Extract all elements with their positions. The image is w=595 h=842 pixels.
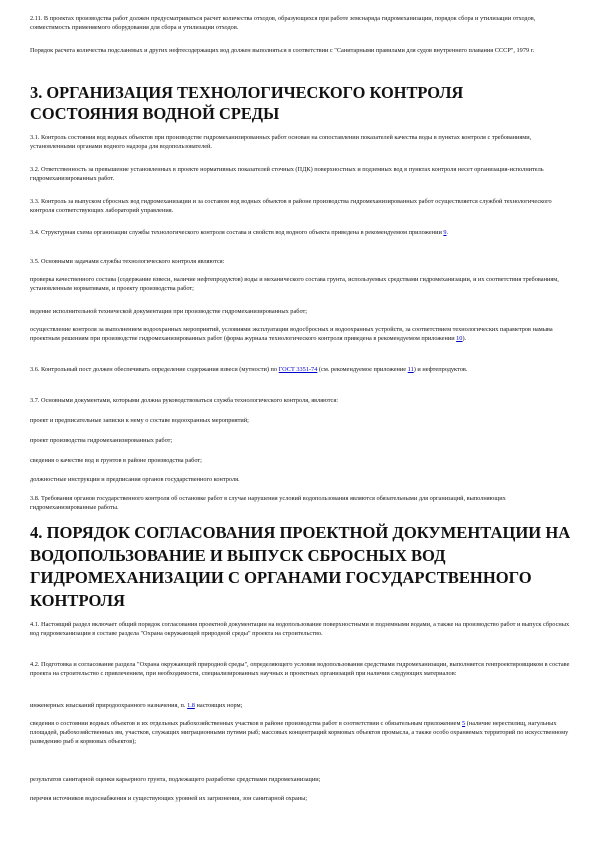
paragraph-4-2-c: результатов санитарной оценки карьерного грунта, подлежащего разработке средствами гидромеханизации; [30,776,321,783]
paragraph-4-1: 4.1. Настоящий раздел включает общий порядок согласования проектной документации на водопользование поверхностными и подземными водами, а также на производство работ и выпуск сбросных вод гидромеханизации в составе раздела "Охрана окружающей природной среды" проекта на строительство. [30,621,570,637]
appendix-9-link[interactable]: 9 [443,229,447,236]
appendix-11-link[interactable]: 11 [407,366,414,373]
paragraph-3-5-a: проверка качественного состава (содержание взвеси, наличие нефтепродуктов) воды и механического состава грунта, используемых средствами гидромеханизации, и их соответствия требованиям, установленным нормативами, и проекту производства работ; [30,276,559,292]
paragraph-4-2-b: сведения о состоянии водных объектов и их отдельных рыбохозяйственных участков в районе производства работ в соответствии с обязательным приложением 5 (наличие нерестилищ, нагульных площадей, рыбохозяйственных ям, участков, служащих миграционными путями рыб; массовых концентраций кормовых объектов промысла, а также особо охраняемых территорий по искусственному разведению рыб и кормовых объектов); [30,720,569,745]
paragraph-3-7-a: проект и предписательные записки к нему о составе водоохранных мероприятий; [30,417,249,424]
paragraph-3-1: 3.1. Контроль состояния вод водных объектов при производстве гидромеханизированных работ основан на сопоставлении показателей качества воды в пунктах контроля с требованиями, установленными органами водного надзора для водопользователей. [30,134,532,150]
paragraph-4-2: 4.2. Подготовка и согласование раздела "Охрана окружающей природной среды", определяющего условия водопользования средствами гидромеханизации, выполняется генпроектировщиком в составе проекта на строительство с привлечением, при необходимости, специализированных научных и проектных организаций при наличии следующих материалов: [30,661,570,677]
appendix-5-link[interactable]: 5 [462,720,466,727]
clause-1-8-link[interactable]: 1.8 [187,702,195,709]
paragraph-4-2-a: инженерных изысканий природоохранного назначения, п. 1.8 настоящих норм; [30,702,243,709]
paragraph-3-4: 3.4. Структурная схема организации службы технологического контроля состава и свойств вод водного объекта приведена в рекомендуемом приложении 9. [30,229,449,236]
paragraph-3-5-c: осуществление контроля за выполнением водоохранных мероприятий, условиями эксплуатации водосбросных и водоохранных устройств, за соответствием технологических параметров намыва проектным решениям при производстве гидромеханизированных работ (форма журнала технологического контроля приведена в рекомендуемом приложении 10). [30,326,553,342]
paragraph-order: Порядок расчета количества подсланевых и других нефтесодержащих вод должен выполняться в соответствии с "Санитарными правилами для судов внутреннего плавания СССР", 1979 г. [30,47,535,54]
paragraph-3-2: 3.2. Ответственность за превышение установленных в проекте нормативных показателей сточных (ПДК) поверхностных и подземных вод в пунктах контроля несет организация-исполнитель гидромеханизированных работ. [30,166,544,182]
paragraph-3-7-c: сведения о качестве вод и грунтов в районе производства работ; [30,457,202,464]
paragraph-3-5-b: ведение исполнительной технической документации при производстве гидромеханизированных работ; [30,308,308,315]
paragraph-3-7-d: должностные инструкции и предписания органов государственного контроля. [30,476,240,483]
paragraph-3-3: 3.3. Контроль за выпуском сбросных вод гидромеханизации и за составом вод водных объектов в районе производства гидромеханизированных работ осуществляется службой технологического контроля соответствующих лабораторий управления. [30,198,552,214]
section-4-heading: 4. ПОРЯДОК СОГЛАСОВАНИЯ ПРОЕКТНОЙ ДОКУМЕНТАЦИИ НА ВОДОПОЛЬЗОВАНИЕ И ВЫПУСК СБРОСНЫХ ВОД ГИДРОМЕХАНИЗАЦИИ С ОРГАНАМИ ГОСУДАРСТВЕННОГО КОНТРОЛЯ [30,523,571,610]
paragraph-2-11: 2.11. В проектах производства работ должен предусматриваться расчет количества отходов, образующихся при работе земснаряда гидромеханизации, порядок сбора и утилизации отходов, совместимость применяемого оборудования для сбора и утилизации отходов. [30,15,536,31]
gost-link[interactable]: ГОСТ 3351-74 [278,366,318,373]
paragraph-3-5: 3.5. Основными задачами службы технологического контроля являются: [30,258,225,265]
paragraph-4-2-d: перечня источников водоснабжения и существующих уровней их загрязнения, зон санитарной охраны; [30,795,308,802]
paragraph-3-8: 3.8. Требования органов государственного контроля об остановке работ в случае нарушения условий водопользования являются обязательными для организаций, выполняющих гидромеханизированные работы. [30,495,506,511]
paragraph-3-7-b: проект производства гидромеханизированных работ; [30,437,173,444]
section-3-heading: 3. ОРГАНИЗАЦИЯ ТЕХНОЛОГИЧЕСКОГО КОНТРОЛЯ СОСТОЯНИЯ ВОДНОЙ СРЕДЫ [30,83,464,123]
paragraph-3-7: 3.7. Основными документами, которыми должна руководствоваться служба технологического контроля, являются: [30,397,339,404]
appendix-10-link[interactable]: 10 [456,334,463,342]
paragraph-3-6: 3.6. Контрольный пост должен обеспечивать определение содержания взвеси (мутности) по ГОСТ 3351-74 (см. рекомендуемое приложение 11) и нефтепродуктов. [30,366,468,373]
